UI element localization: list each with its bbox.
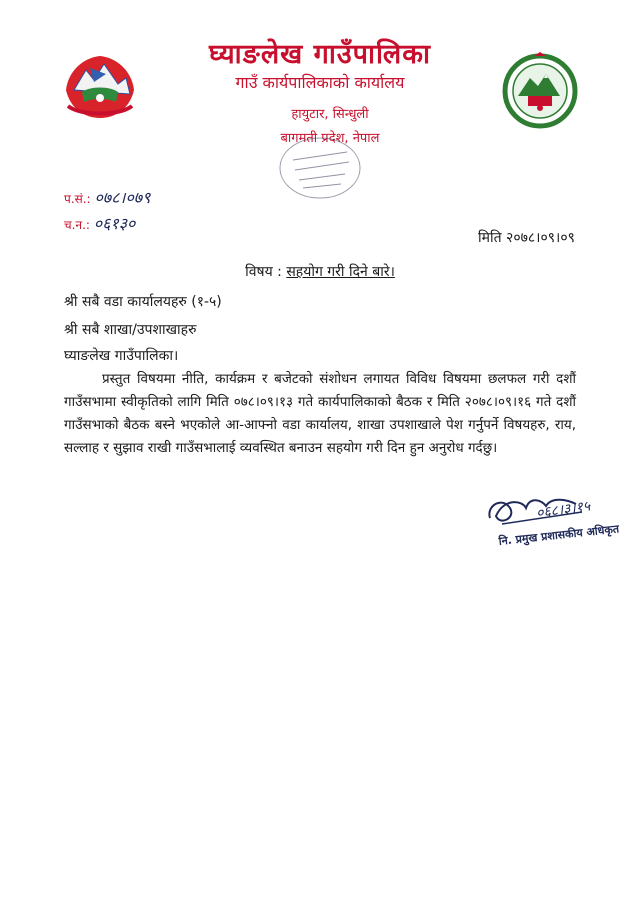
pa-sa-value: ०७८।०७९ [94,188,151,207]
address-line-1: हायुटार, सिन्धुली [291,107,369,122]
signature-date: ०६८।३।१५ [535,498,592,522]
signatory-title-stamp: नि. प्रमुख प्रशासकीय अधिकृत [498,522,620,548]
address-line-2: बागमती प्रदेश, नेपाल [280,131,380,146]
pa-sa-row [64,186,150,208]
subject-line [0,262,640,281]
office-name: घ्याङलेख गाउँपालिका [209,39,431,70]
letter-date: मिति २०७८।०९।०९ [478,230,575,246]
cha-na-label: च.न.: [64,218,90,232]
cha-na-row [64,212,135,234]
letter-body: प्रस्तुत विषयमा नीति, कार्यक्रम र बजेटको संशोधन लगायत विविध विषयमा छलफल गरी दशौं गाउँसभामा स्वीकृतिको लागि मिति ०७८।०९।१३ गते कार्यपालिकाको बैठक र मिति २०७८।०९।१६ गते दशौं गाउँसभाको बैठक बस्ने भएकोले आ-आफ्नो वडा कार्यालय, शाखा उपशाखाले पेश गर्नुपर्ने विषयहरु, राय, सल्लाह र सुझाव राखी गाउँसभालाई व्यवस्थित बनाउन सहयोग गरी दिन हुन अनुरोध गर्दछु। [64,371,576,456]
recipient-municipality: घ्याङलेख गाउँपालिका। [64,348,179,364]
recipient-sections: श्री सबै शाखा/उपशाखाहरु [64,322,197,338]
subject-prefix: विषय : [245,264,282,280]
recipient-wards: श्री सबै वडा कार्यालयहरु (१-५) [64,294,222,310]
office-stamp-icon [275,130,365,210]
office-subtitle: गाउँ कार्यपालिकाको कार्यालय [235,73,405,92]
subject-text: सहयोग गरी दिने बारे। [286,264,395,280]
cha-na-value: ०६१३० [93,214,136,233]
pa-sa-label: प.सं.: [64,192,91,206]
